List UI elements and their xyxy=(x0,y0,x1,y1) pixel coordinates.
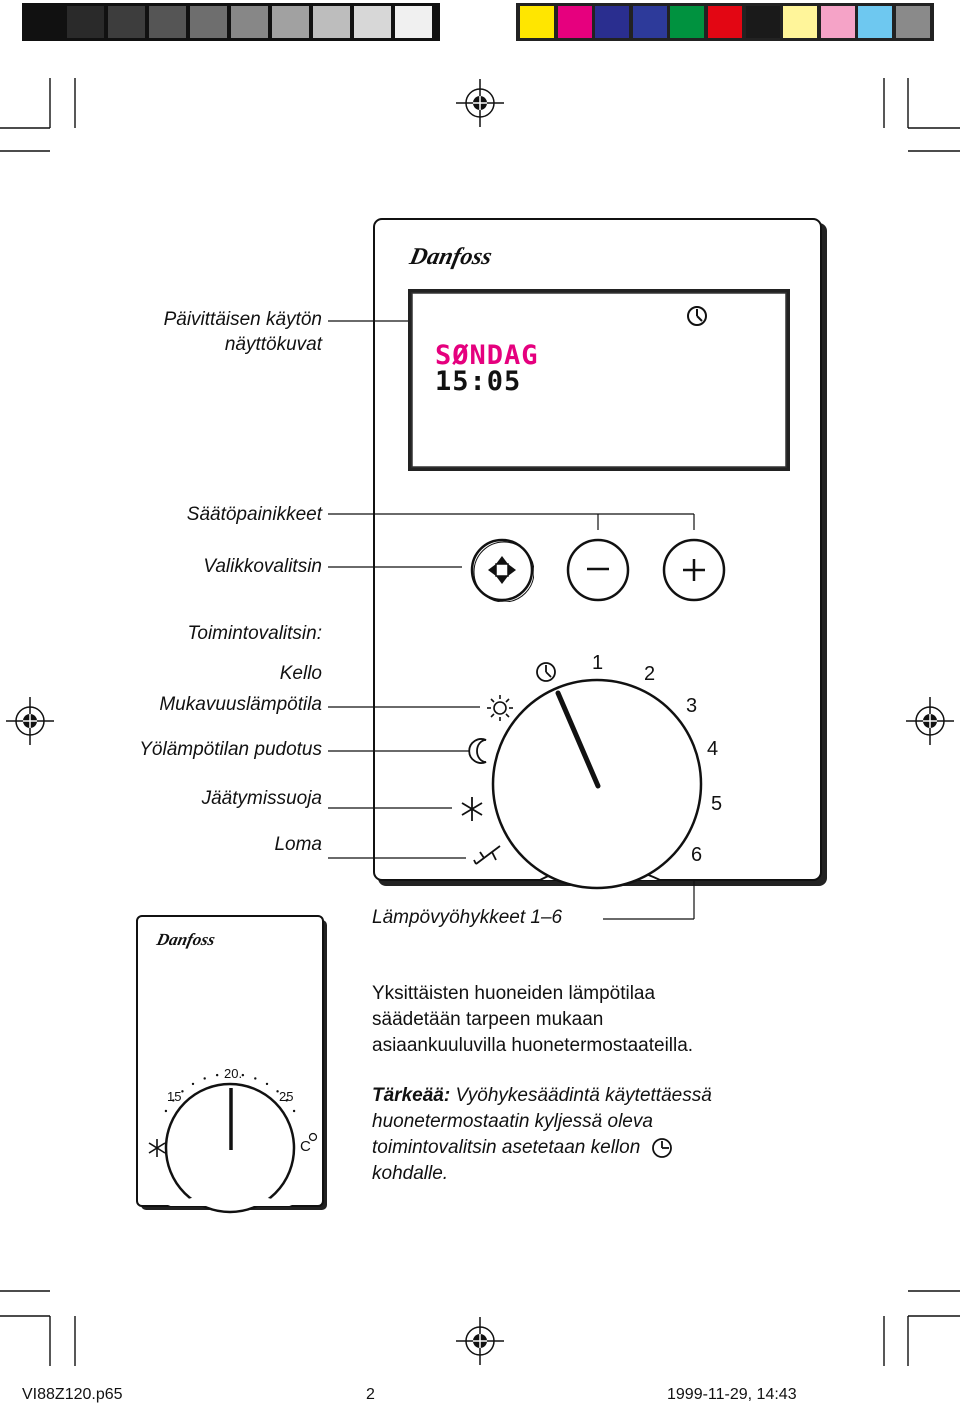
label-holiday: Loma xyxy=(274,834,322,855)
important-line-4: kohdalle. xyxy=(372,1163,449,1184)
scale-dot xyxy=(254,1077,256,1079)
dial-number-1: 1 xyxy=(592,652,604,674)
label-frost: Jäätymissuoja xyxy=(201,788,322,809)
footer-page: 2 xyxy=(366,1386,375,1403)
scale-dot xyxy=(293,1110,295,1112)
label-buttons: Säätöpainikkeet xyxy=(186,504,322,525)
scale-dot xyxy=(165,1110,167,1112)
label-menu-selector: Valikkovalitsin xyxy=(203,556,322,577)
scale-high: 25 xyxy=(279,1089,294,1104)
label-screens-2: näyttökuvat xyxy=(224,334,322,355)
important-line-2: huonetermostaatin kyljessä oleva xyxy=(372,1111,653,1132)
dial-number-3: 3 xyxy=(686,695,698,717)
dial-number-4: 4 xyxy=(707,738,719,760)
label-comfort: Mukavuuslämpötila xyxy=(159,694,322,715)
paragraph-line-2: säädetään tarpeen mukaan xyxy=(372,1009,604,1030)
label-night: Yölämpötilan pudotus xyxy=(139,739,322,760)
dial-number-5: 5 xyxy=(711,793,723,815)
scale-dot xyxy=(192,1083,194,1085)
footer-file: VI88Z120.p65 xyxy=(22,1386,123,1403)
scale-low: 15 xyxy=(167,1089,182,1104)
dial-number-6: 6 xyxy=(691,844,703,866)
label-clock: Kello xyxy=(279,663,322,684)
label-zones: Lämpövyöhykkeet 1–6 xyxy=(372,907,563,928)
brand-logo-large: Danfoss xyxy=(407,244,495,270)
brand-logo-small: Danfoss xyxy=(155,930,217,949)
important-line-3-text: toimintovalitsin asetetaan kellon xyxy=(372,1137,641,1158)
important-line-3 xyxy=(372,1135,674,1161)
inline-clock-icon xyxy=(650,1137,674,1159)
dial-number-2: 2 xyxy=(644,663,656,685)
footer-date: 1999-11-29, 14:43 xyxy=(667,1386,797,1403)
paragraph-line-1: Yksittäisten huoneiden lämpötilaa xyxy=(372,983,656,1004)
scale-mid: 20. xyxy=(224,1066,243,1081)
paragraph-line-3: asiaankuuluvilla huonetermostaateilla. xyxy=(372,1035,694,1056)
scale-dot xyxy=(181,1090,183,1092)
scale-dot xyxy=(216,1074,218,1076)
scale-dot xyxy=(266,1083,268,1085)
important-first: Vyöhykesäädintä käytettäessä xyxy=(450,1085,712,1106)
label-function-selector: Toimintovalitsin: xyxy=(187,623,322,644)
important-line-1 xyxy=(372,1083,712,1109)
scale-unit: C xyxy=(300,1138,311,1155)
label-screens-1: Päivittäisen käytön xyxy=(163,309,322,330)
display-time: 15:05 xyxy=(435,366,522,397)
important-label: Tärkeää: xyxy=(372,1085,451,1106)
display-day: SØNDAG xyxy=(435,340,539,371)
scale-dot xyxy=(203,1077,205,1079)
